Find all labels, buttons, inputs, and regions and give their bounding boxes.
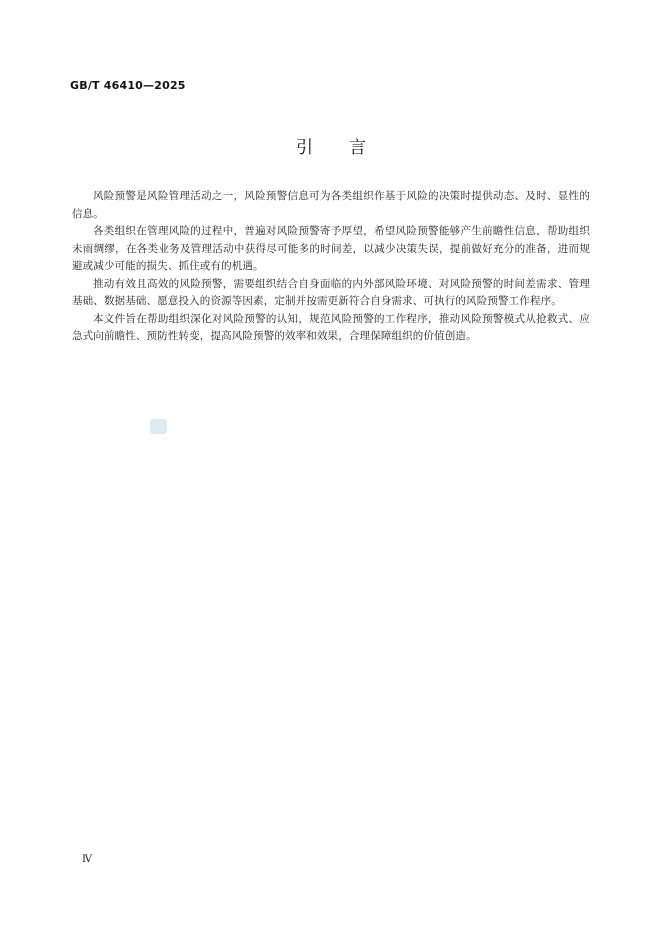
introduction-body	[72, 188, 590, 346]
paragraph-4: 本文件旨在帮助组织深化对风险预警的认知，规范风险预警的工作程序，推动风险预警模式从抢救式、应急式向前瞻性、预防性转变，提高风险预警的效率和效果，合理保障组织的价值创造。	[72, 312, 590, 342]
title-char-2: 言	[349, 138, 366, 158]
standard-code: GB/T 46410—2025	[70, 79, 186, 92]
paragraph-2: 各类组织在管理风险的过程中，普遍对风险预警寄予厚望，希望风险预警能够产生前瞻性信息，帮助组织未雨绸缪，在各类业务及管理活动中获得尽可能多的时间差，以减少决策失误，提前做好充分的准备，进而规避或减少可能的损失、抓住或有的机遇。	[72, 225, 590, 272]
page-title	[0, 133, 662, 158]
paragraph-1: 风险预警是风险管理活动之一，风险预警信息可为各类组织作基于风险的决策时提供动态、及时、显性的信息。	[72, 190, 590, 220]
title-char-1: 引	[296, 138, 313, 158]
page-number: Ⅳ	[82, 854, 92, 865]
paragraph-3: 推动有效且高效的风险预警，需要组织结合自身面临的内外部风险环境、对风险预警的时间差需求、管理基础、数据基础、愿意投入的资源等因素，定制并按需更新符合自身需求、可执行的风险预警工作程序。	[72, 277, 590, 307]
watermark-logo-icon	[150, 419, 167, 434]
